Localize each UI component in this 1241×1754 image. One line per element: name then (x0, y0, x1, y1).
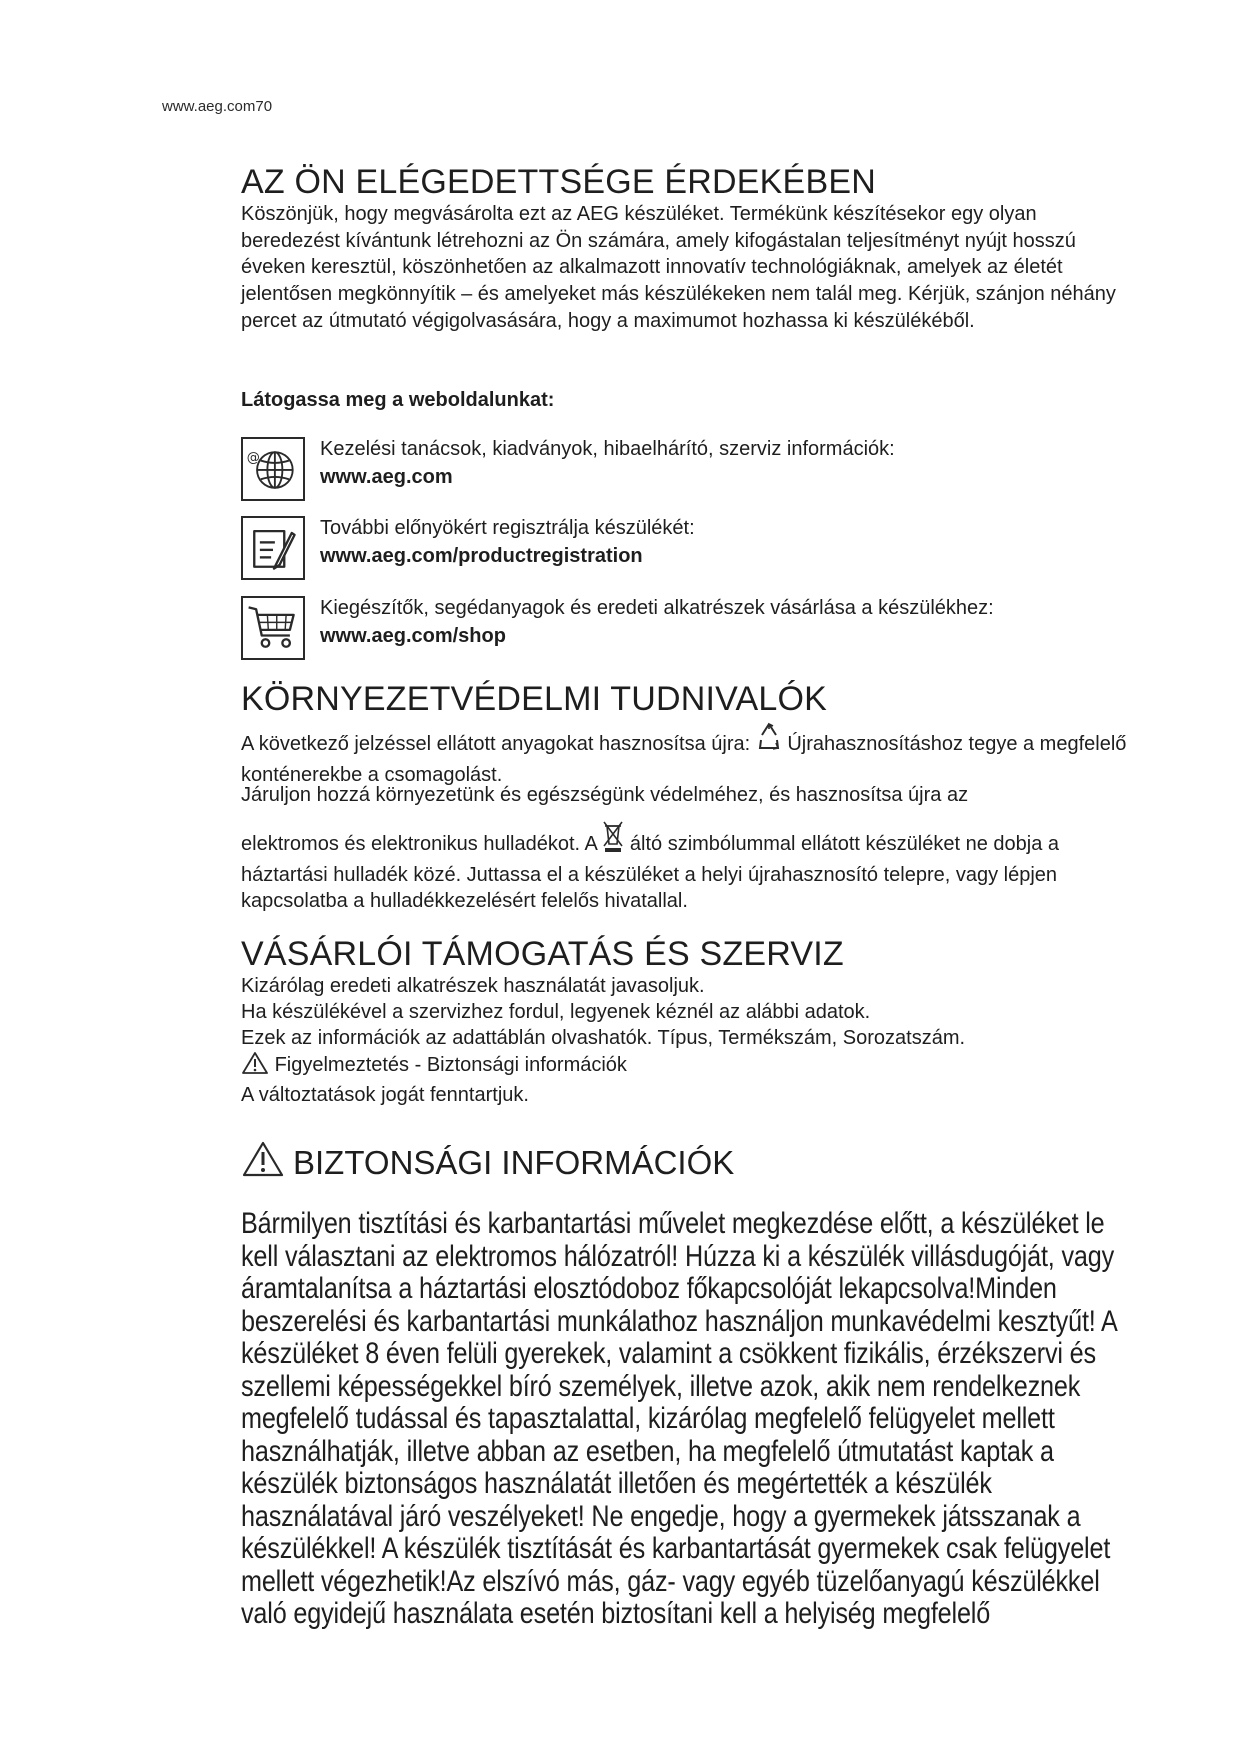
globe-icon (241, 437, 305, 501)
environment-text-1 (241, 720, 1141, 788)
visit-label: Látogassa meg a weboldalunkat: (241, 389, 555, 411)
registration-icon (241, 516, 305, 580)
recycle-text-a: A következő jelzéssel ellátott anyagokat hasznosítsa újra: (241, 733, 751, 755)
recycle-text-b: Újrahasznosításhoz tegye a megfelelő konténerekbe a csomagolást. (241, 733, 1127, 786)
environment-text-3 (241, 820, 1141, 915)
recycle-icon (756, 720, 782, 762)
page-header: www.aeg.com70 (162, 98, 273, 115)
warning-icon (241, 1051, 269, 1082)
safety-body: Bármilyen tisztítási és karbantartási művelet megkezdése előtt, a készüléket le kell választani az elektromos hálózatról! Húzza ki a készülék villásdugóját, vagy áramtalanítsa a háztartási elosztódoboz főkapcsolóját lekapcsolva!Minden beszerelési és karbantartási munkálathoz használjon munkavédelmi kesztyűt! A készüléket 8 éven felüli gyerekek, valamint a csökkent fizikális, érzékszervi és szellemi képességekkel bíró személyek, illetve azok, akik nem rendelkeznek megfelelő tudással és tapasztalattal, kizárólag megfelelő felügyelet mellett használhatják, illetve abban az esetben, ha megfelelő útmutatást kaptak a készülék biztonságos használatát illetően és megértették a készülék használatával járó veszélyeket! Ne engedje, hogy a gyermekek játsszanak a készülékkel! A készülék tisztítását és karbantartását gyermekek csak felügyelet mellett végezhetik!Az elszívó más, gáz- vagy egyéb tüzelőanyagú készülékkel való egyidejű használata esetén biztosítani kell a helyiség megfelelő (241, 1207, 1117, 1630)
registration-link-url[interactable]: www.aeg.com/productregistration (320, 545, 643, 567)
shop-link-block (320, 594, 994, 650)
satisfaction-title: AZ ÖN ELÉGEDETTSÉGE ÉRDEKÉBEN (241, 163, 876, 201)
safety-warning-icon (241, 1140, 285, 1186)
shop-link-url[interactable]: www.aeg.com/shop (320, 625, 506, 647)
registration-link-text: További előnyökért regisztrálja készülékét: (320, 517, 695, 539)
support-warning-label: Figyelmeztetés - Biztonsági információk (274, 1054, 627, 1076)
weee-text-b: áltó szimbólummal ellátott készüléket ne dobja a háztartási hulladék közé. Juttassa el a készüléket a helyi újrahasznosító telepre, vagy lépjen kapcsolatba a hulladékkezelésért felelős hivatallal. (241, 833, 1060, 913)
support-link-block (320, 435, 895, 491)
support-line-2: Ha készülékével a szervizhez fordul, legyenek kéznél az alábbi adatok. (241, 1001, 871, 1023)
support-link-text: Kezelési tanácsok, kiadványok, hibaelhárító, szerviz információk: (320, 438, 895, 460)
support-text (241, 973, 1141, 1108)
satisfaction-intro: Köszönjük, hogy megvásárolta ezt az AEG készüléket. Termékünk készítésekor egy olyan beredezést kívántunk létrehozni az Ön számára, amely kifogástalan teljesítményt nyújt hosszú éveken keresztül, köszönhetően az alkalmazott innovatív technológiáknak, amelyek az életét jelentősen megkönnyítik – és amelyeket más készülékeken nem talál meg. Kérjük, szánjon néhány percet az útmutató végigolvasására, hogy a maximumot hozhassa ki készülékéből. (241, 203, 1116, 332)
support-line-1: Kizárólag eredeti alkatrészek használatát javasoljuk. (241, 975, 705, 997)
crossed-bin-icon (602, 820, 624, 862)
support-rights: A változtatások jogát fenntartjuk. (241, 1084, 529, 1106)
environment-text-2: Járuljon hozzá környezetünk és egészségünk védelméhez, és hasznosítsa újra az (241, 784, 969, 806)
support-title: VÁSÁRLÓI TÁMOGATÁS ÉS SZERVIZ (241, 935, 844, 973)
environment-title: KÖRNYEZETVÉDELMI TUDNIVALÓK (241, 680, 828, 718)
svg-text:@: @ (246, 450, 260, 466)
support-link-url[interactable]: www.aeg.com (320, 466, 453, 488)
cart-icon (241, 596, 305, 660)
safety-title-label: BIZTONSÁGI INFORMÁCIÓK (293, 1144, 735, 1181)
support-warning (241, 1051, 1141, 1082)
support-line-3: Ezek az információk az adattáblán olvashatók. Típus, Termékszám, Sorozatszám. (241, 1027, 966, 1049)
safety-title (241, 1140, 734, 1186)
registration-link-block (320, 514, 695, 570)
weee-text-a: elektromos és elektronikus hulladékot. A (241, 833, 597, 855)
shop-link-text: Kiegészítők, segédanyagok és eredeti alkatrészek vásárlása a készülékhez: (320, 597, 994, 619)
